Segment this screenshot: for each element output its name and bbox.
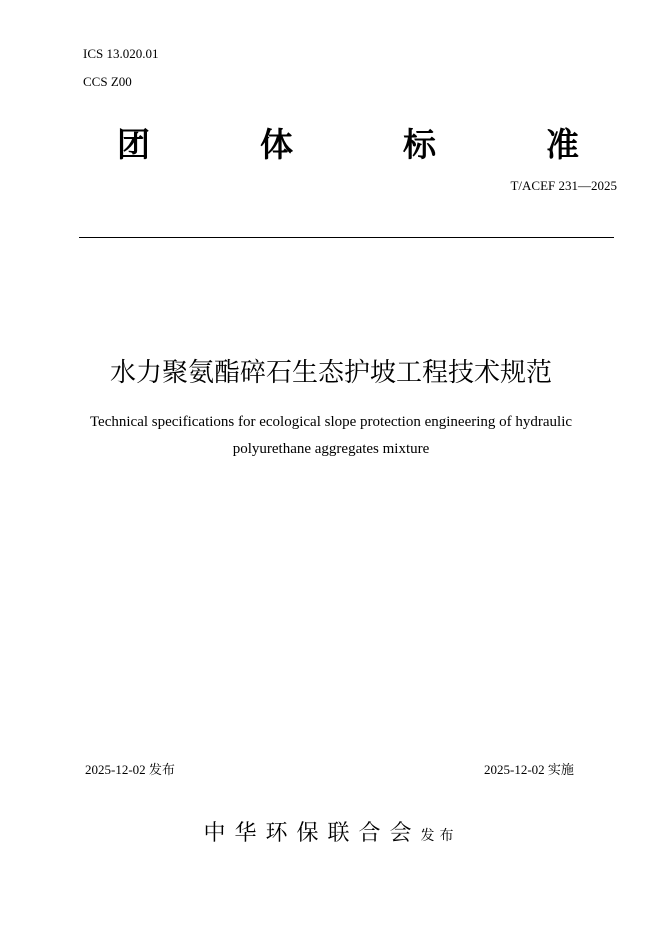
publisher-suffix: 发布 xyxy=(420,828,459,844)
doc-type-char: 标 xyxy=(403,125,436,164)
standard-number: T/ACEF 231—2025 xyxy=(510,178,617,193)
title-english: Technical specifications for ecological slope protection engineering of hydraulic polyurethane aggregates mixture xyxy=(89,414,573,457)
doc-type-char: 体 xyxy=(260,125,293,164)
doc-type-char: 准 xyxy=(546,125,579,164)
doc-type-char: 团 xyxy=(117,125,150,164)
publisher-name: 中华环保联合会 xyxy=(203,821,421,846)
header-divider xyxy=(79,237,614,238)
title-chinese: 水力聚氨酯碎石生态护坡工程技术规范 xyxy=(109,358,552,388)
publisher xyxy=(0,816,662,847)
implementation-date: 2025-12-02 实施 xyxy=(484,762,574,777)
issue-date: 2025-12-02 发布 xyxy=(85,762,175,777)
ccs-code: CCS Z00 xyxy=(83,74,132,89)
ics-code: ICS 13.020.01 xyxy=(83,46,159,61)
document-type-heading xyxy=(117,125,579,165)
